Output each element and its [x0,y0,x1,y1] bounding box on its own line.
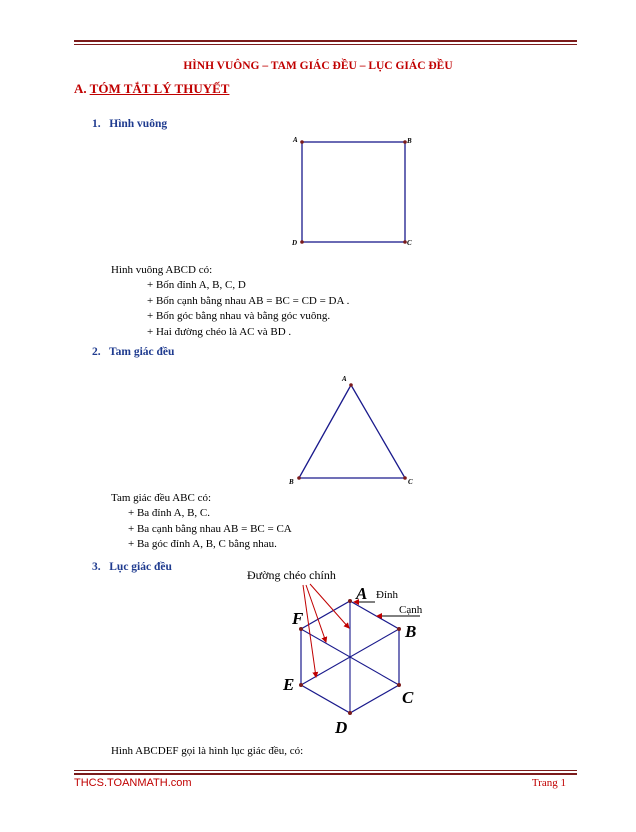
hexagon-point-a [348,599,352,603]
square-intro: Hình vuông ABCD có: [111,264,213,276]
hexagon-label-a: A [356,584,368,603]
hexagon-figure [240,562,440,742]
hexagon-heading [92,561,172,573]
triangle-list [128,506,292,553]
hexagon-label-e: E [283,675,295,694]
header-rule [74,40,577,45]
hexagon-intro: Hình ABCDEF gọi là hình lục giác đều, có: [111,745,304,757]
square-item-3: + Bốn góc bằng nhau và bằng góc vuông. [147,310,331,322]
square-label-b: B [407,137,412,145]
hexagon-point-c [397,683,401,687]
triangle-intro: Tam giác đều ABC có: [111,492,212,504]
triangle-point-a [349,383,353,387]
square-heading-num: 1. [92,118,101,130]
section-title: TÓM TẮT LÝ THUYẾT [89,81,230,96]
triangle-item-2: + Ba cạnh bằng nhau AB = BC = CA [128,522,292,535]
hexagon-label-c: C [402,688,414,707]
annotation-diagonal: Đường chéo chính [247,568,336,582]
triangle-item-3: + Ba góc đỉnh A, B, C bằng nhau. [128,538,277,550]
annotation-edge: Cạnh [399,604,423,616]
triangle-shape [299,385,405,478]
triangle-heading-num: 2. [92,346,101,358]
hexagon-point-b [397,627,401,631]
hexagon-point-d [348,711,352,715]
square-point-d [300,240,304,244]
hexagon-heading-num: 3. [92,561,101,573]
triangle-item-1: + Ba đỉnh A, B, C. [128,507,210,519]
square-item-1: + Bốn đỉnh A, B, C, D [147,279,246,291]
square-heading-text: Hình vuông [109,118,168,130]
annotation-vertex: Đỉnh [376,589,398,601]
triangle-label-b: B [289,478,294,486]
triangle-heading [92,346,174,358]
footer-site-link[interactable]: THCS.TOANMATH.com [74,777,192,789]
square-item-4: + Hai đường chéo là AC và BD . [147,325,292,338]
hexagon-label-f: F [292,609,304,628]
square-figure [280,130,420,255]
triangle-label-a: A [342,375,347,383]
section-heading [74,81,229,97]
hexagon-point-e [299,683,303,687]
hexagon-heading-text: Lục giác đều [109,561,172,573]
page-title: HÌNH VUÔNG – TAM GIÁC ĐỀU – LỤC GIÁC ĐỀU [183,60,453,72]
square-label-a: A [293,136,298,144]
square-label-c: C [407,239,412,247]
square-point-a [300,140,304,144]
hexagon-label-b: B [405,622,417,641]
triangle-label-c: C [408,478,413,486]
square-heading [92,118,167,130]
hexagon-label-d: D [335,718,348,737]
section-prefix: A. [74,81,87,96]
square-shape [302,142,405,242]
footer-page-number: Trang 1 [531,777,566,789]
triangle-point-c [403,476,407,480]
triangle-point-b [297,476,301,480]
triangle-figure [280,370,430,490]
square-list [147,278,349,340]
square-label-d: D [292,239,298,247]
arrow-diagonal-1 [310,584,349,628]
square-item-2: + Bốn cạnh bằng nhau AB = BC = CD = DA . [147,294,350,307]
triangle-heading-text: Tam giác đều [109,346,175,358]
footer-rule [74,770,577,775]
